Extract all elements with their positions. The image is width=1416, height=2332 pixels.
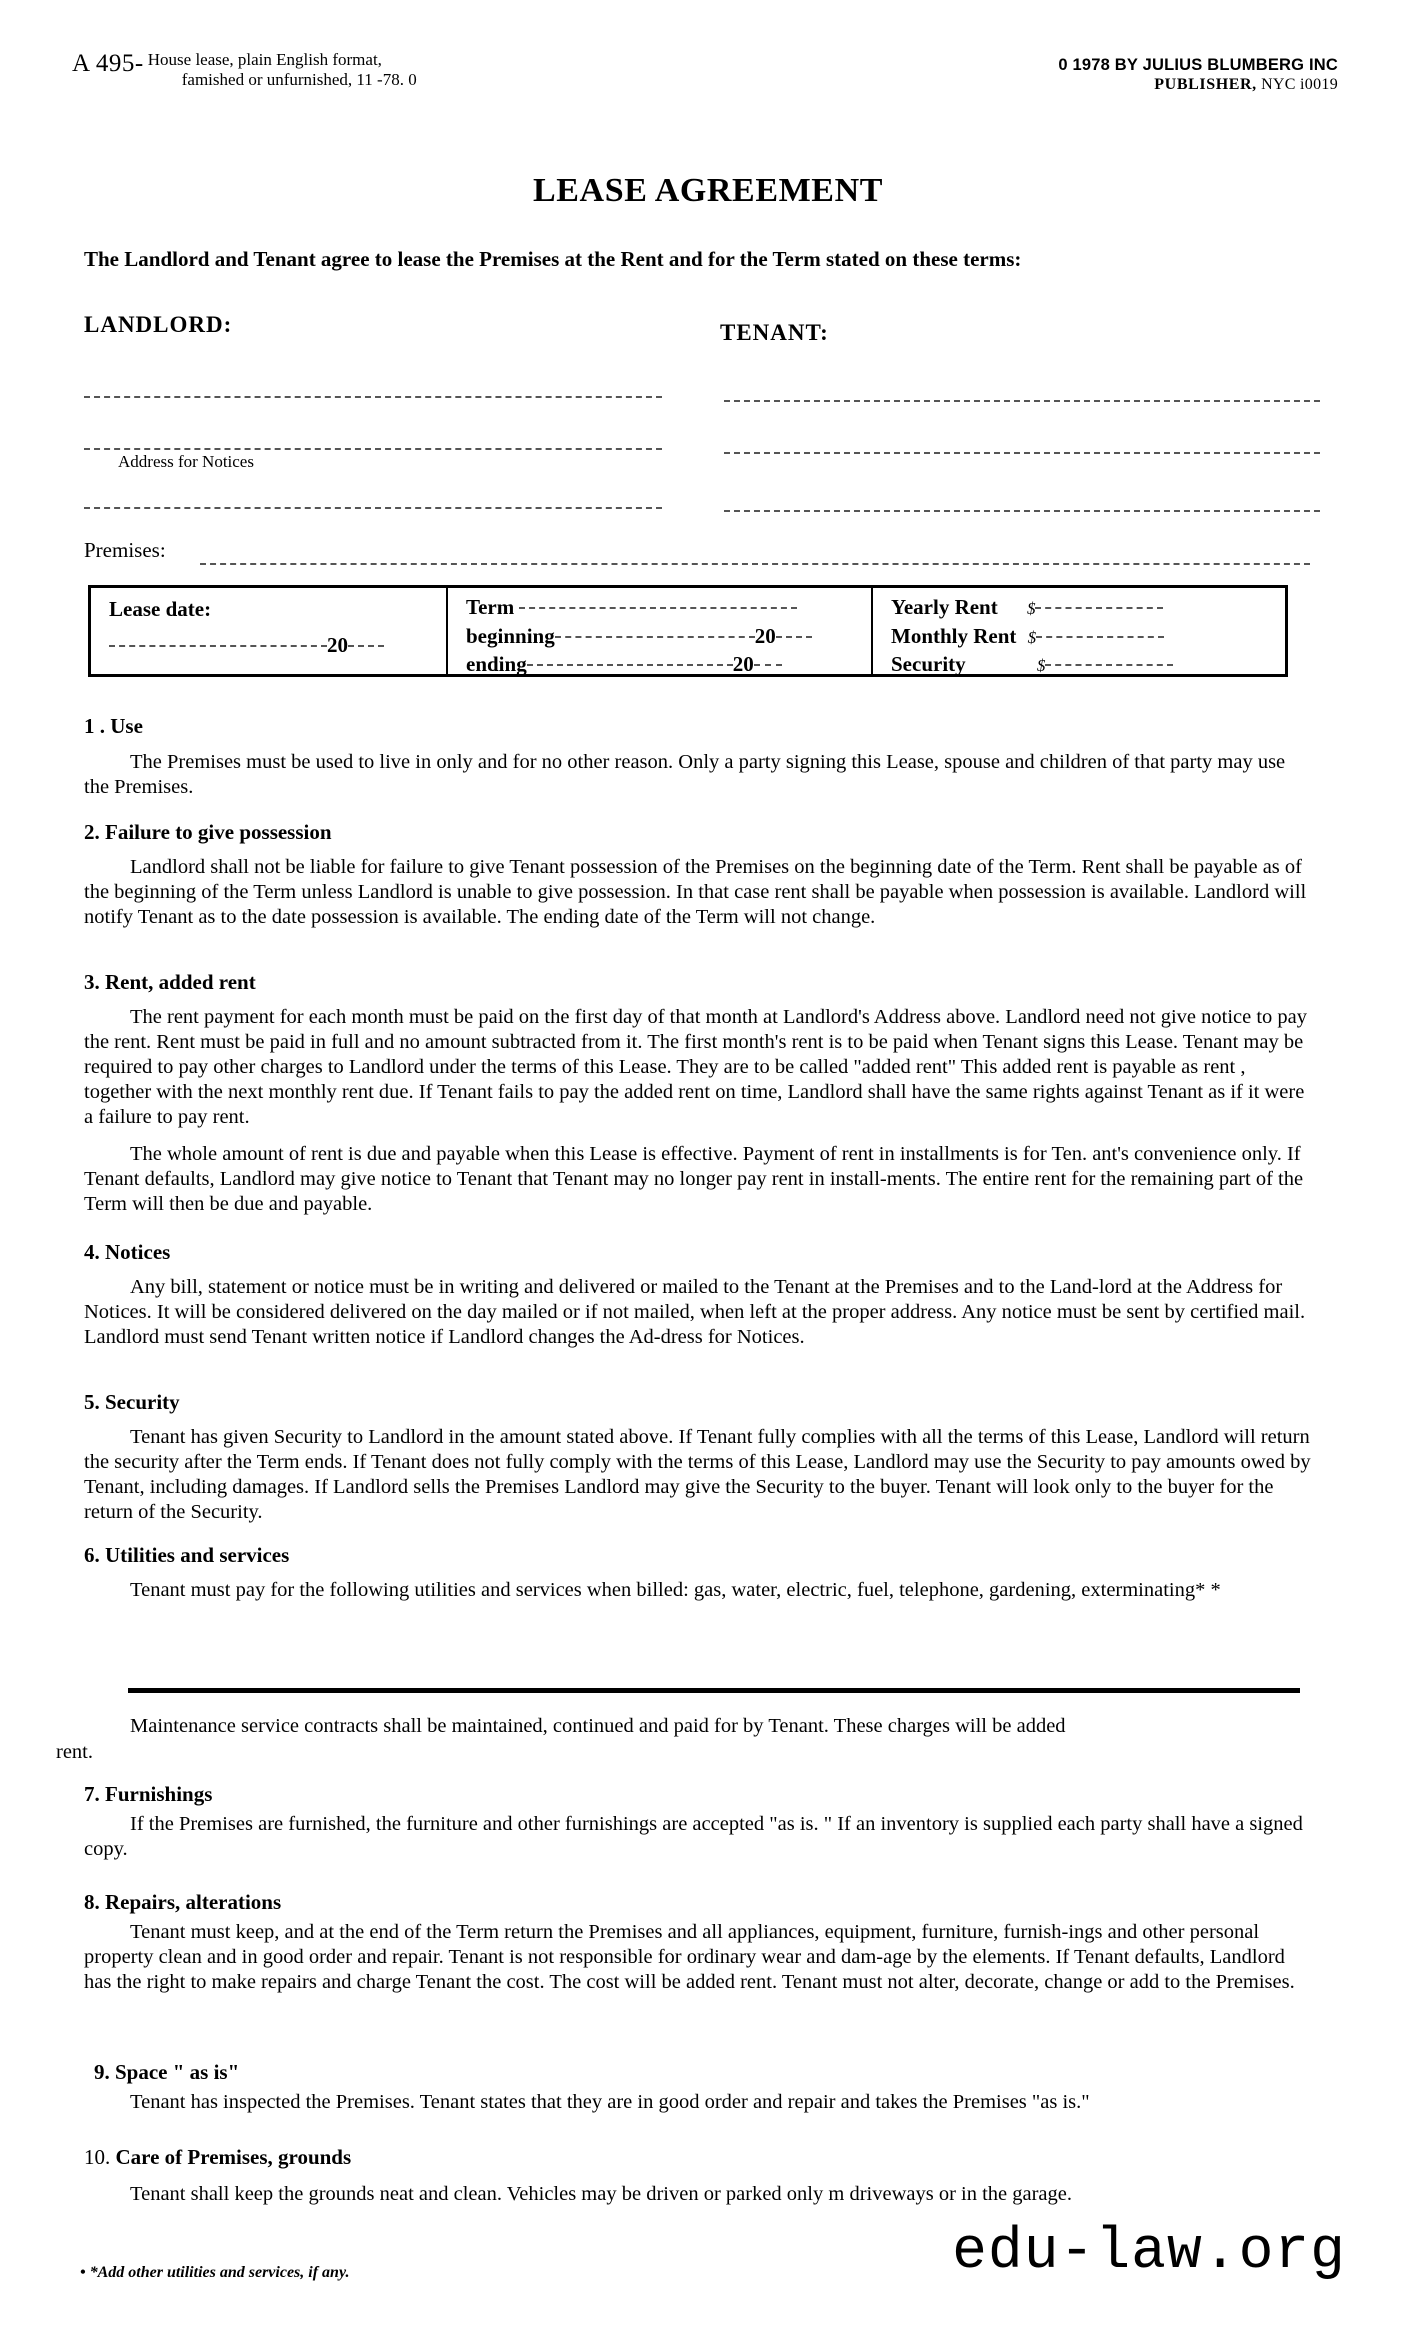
form-description-line2: famished or unfurnished, 11 -78. 0 [181,70,417,90]
lease-date-year: 20 [327,633,348,657]
form-code: A 495- [72,50,144,77]
landlord-line-3[interactable] [84,507,662,509]
section-body-3: The rent payment for each month must be paid on the first day of that month at Landlord's Address above. Landlord need not give notice to pay the rent. Rent must be paid in full and no amount subtracted from it. The first month's rent is to be paid when Tenant signs this Lease. Tenant may be required to pay other charges to Landlord under the terms of this Lease. They are to be called "added rent" This added rent is payable as rent , together with the next monthly rent due. If Tenant fails to pay the added rent on time, Landlord shall have the same rights against Tenant as if it were a failure to pay rent. [84,1006,1308,1128]
lease-terms-box [88,585,1288,677]
tenant-line-3[interactable] [724,510,1320,512]
premises-label: Premises: [84,538,166,562]
section-body-8: Tenant must keep, and at the end of the Term return the Premises and all appliances, equipment, furniture, furnish-ings and other personal property clean and in good order and repair. Tenant is not responsible for ordinary wear and dam-age by the elements. If Tenant defaults, Landlord has the right to make repairs and charge Tenant the cost. The cost will be added rent. Tenant must not alter, decorate, change or add to the Premises. [84,1921,1295,1993]
publisher-city: NYC i0019 [1256,76,1338,93]
yearly-rent-dash [1035,607,1163,609]
yearly-rent-label: Yearly Rent [891,595,998,619]
section-heading-2: 2. Failure to give possession [84,820,332,844]
section-body-3b: The whole amount of rent is due and payable when this Lease is effective. Payment of rent in installments is for Ten. ant's convenience only. If Tenant defaults, Landlord may give notice to Tenant that Tenant may no longer pay rent in install-ments. The entire rent for the remaining part of the Term will then be due and payable. [84,1143,1304,1215]
section-body-2: Landlord shall not be liable for failure to give Tenant possession of the Premises on the beginning date of the Term. Rent shall be payable as of the beginning of the Term unless Landlord is unable to give possession. In that case rent shall be payable when possession is available. Landlord will notify Tenant as to the date possession is available. The ending date of the Term will not change. [84,856,1307,928]
lease-date-dash-b [348,645,384,647]
intro-statement: The Landlord and Tenant agree to lease the Premises at the Rent and for the Term stated on these terms: [84,247,1022,271]
lease-date-cell [109,597,211,622]
section-body-7: If the Premises are furnished, the furniture and other furnishings are accepted "as is. " If an inventory is supplied each party shall have a signed copy. [84,1813,1303,1860]
section-heading-5: 5. Security [84,1390,180,1414]
section-body-6b-cont: rent. [56,1741,93,1763]
beginning-field[interactable] [466,624,812,649]
monthly-rent-field[interactable] [891,624,1164,649]
publisher-line [1058,76,1338,94]
form-description-line1: House lease, plain English format, [147,50,382,69]
site-watermark: edu-law.org [952,2220,1346,2285]
section-body-10: Tenant shall keep the grounds neat and clean. Vehicles may be driven or parked only m driveways or in the garage. [130,2183,1073,2205]
term-label: Term [466,595,515,619]
section-body-4: Any bill, statement or notice must be in writing and delivered or mailed to the Tenant at the Premises and to the Land-lord at the Address for Notices. It will be considered delivered on the day mailed or if not mailed, when left at the proper address. Any notice must be sent by certified mail. Landlord must send Tenant written notice if Landlord changes the Ad-dress for Notices. [84,1276,1306,1348]
monthly-rent-currency: $ [1027,628,1037,647]
form-description [148,50,417,90]
ending-field[interactable] [466,652,782,677]
section-heading-6: 6. Utilities and services [84,1543,290,1567]
footnote: • *Add other utilities and services, if any. [80,2264,350,2281]
ending-dash-a [527,664,733,666]
security-currency: $ [1036,656,1046,675]
ending-label: ending [466,652,527,676]
section-heading-3: 3. Rent, added rent [84,970,256,994]
copyright-line: 0 1978 BY JULIUS BLUMBERG INC [1058,56,1338,74]
beginning-dash-b [776,636,812,638]
landlord-line-1[interactable] [84,396,662,398]
monthly-rent-dash [1036,636,1164,638]
monthly-rent-label: Monthly Rent [891,624,1017,648]
lease-date-label: Lease date: [109,597,212,621]
tenant-label: TENANT: [720,320,829,345]
beginning-label: beginning [466,624,555,648]
section-body-6b: Maintenance service contracts shall be maintained, continued and paid for by Tenant. These charges will be added [130,1715,1066,1737]
box-divider-1 [446,588,448,674]
term-dash [519,607,797,609]
section-body-9: Tenant has inspected the Premises. Tenant states that they are in good order and repair and takes the Premises "as is." [130,2091,1090,2113]
section-10-number: 10. [84,2145,111,2169]
form-code-header [72,50,417,90]
section-body-5: Tenant has given Security to Landlord in the amount stated above. If Tenant fully complies with all the terms of this Lease, Landlord will return the security after the Term ends. If Tenant does not fully comply with the terms of this Lease, Landlord may use the Security to pay amounts owed by Tenant, including damages. If Landlord sells the Premises Landlord may give the Security to the buyer. Tenant will look only to the buyer for the return of the Security. [84,1426,1311,1523]
page-title: LEASE AGREEMENT [532,172,884,209]
lease-date-dash-a [109,645,327,647]
copyright-notice [1058,56,1338,94]
section-heading-1: 1 . Use [84,714,143,738]
address-for-notices-label: Address for Notices [118,452,254,471]
landlord-line-2[interactable] [84,448,662,450]
section-heading-8: 8. Repairs, alterations [84,1890,282,1914]
lease-date-field[interactable] [109,633,384,658]
beginning-dash-a [555,636,755,638]
box-divider-2 [871,588,873,674]
beginning-year: 20 [754,624,776,648]
fill-in-rule [128,1688,1300,1693]
publisher-label: PUBLISHER, [1154,76,1257,93]
landlord-label: LANDLORD: [84,312,233,337]
term-field[interactable] [466,595,797,620]
security-dash [1045,664,1173,666]
ending-dash-b [754,664,782,666]
section-heading-9: 9. Space " as is" [94,2060,240,2084]
tenant-line-2[interactable] [724,452,1320,454]
yearly-rent-currency: $ [1026,599,1036,618]
yearly-rent-field[interactable] [891,595,1163,620]
section-10-title: Care of Premises, grounds [115,2145,352,2169]
section-heading-4: 4. Notices [84,1240,171,1264]
section-heading-10 [84,2145,351,2170]
tenant-line-1[interactable] [724,400,1320,402]
premises-line[interactable] [200,563,1310,565]
ending-year: 20 [732,652,754,676]
section-body-6: Tenant must pay for the following utilities and services when billed: gas, water, electric, fuel, telephone, gardening, exterminating* * [130,1579,1221,1601]
security-field[interactable] [891,652,1173,677]
section-body-1: The Premises must be used to live in only and for no other reason. Only a party signing this Lease, spouse and children of that party may use the Premises. [84,751,1286,798]
section-heading-7: 7. Furnishings [84,1782,213,1806]
security-label: Security [891,652,966,676]
